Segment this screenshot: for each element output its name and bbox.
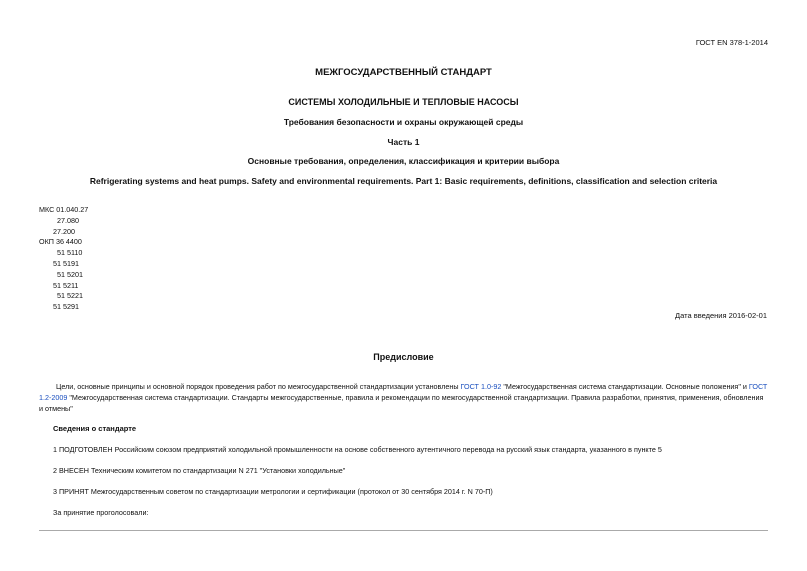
document-code: ГОСТ EN 378-1-2014: [695, 38, 768, 47]
code-line: 27.200: [39, 226, 75, 236]
part-title: Основные требования, определения, классификация и критерии выбора: [247, 156, 560, 166]
gost-1-0-92-link[interactable]: ГОСТ 1.0-92: [460, 382, 502, 391]
preface-paragraph: [39, 381, 769, 414]
code-line: 51 5201: [39, 269, 83, 279]
code-line: 51 5291: [39, 302, 79, 312]
gost-1-2-2009-link[interactable]: ГОСТ 1.2-2009: [39, 382, 768, 402]
code-line: 51 5221: [39, 291, 83, 301]
standard-info-heading: Сведения о стандарте: [53, 424, 137, 433]
introduction-date: Дата введения 2016-02-01: [675, 311, 767, 320]
code-line: ОКП 36 4400: [39, 237, 82, 247]
info-item-voted: За принятие проголосовали:: [53, 508, 149, 517]
preface-text: "Межгосударственная система стандартизации. Стандарты межгосударственные, правила и рекомендации по межгосударственной стандартизации. Правила разработки, принятия, применения, обновления и отмены": [39, 393, 764, 413]
standard-title: СИСТЕМЫ ХОЛОДИЛЬНЫЕ И ТЕПЛОВЫЕ НАСОСЫ: [288, 97, 519, 107]
preface-heading: Предисловие: [373, 352, 434, 362]
preface-text: Цели, основные принципы и основной порядок проведения работ по межгосударственной стандартизации установлены: [56, 382, 461, 391]
code-line: 51 5110: [39, 248, 83, 258]
classification-codes: [39, 205, 88, 313]
code-line: 51 5211: [39, 280, 79, 290]
code-line: 51 5191: [39, 258, 79, 268]
code-line: МКС 01.040.27: [39, 205, 89, 214]
code-line: 27.080: [39, 215, 79, 225]
part-number: Часть 1: [387, 137, 420, 147]
english-title: Refrigerating systems and heat pumps. Safety and environmental requirements. Part 1: Basic requirements, definitions, classification and selection criteria: [89, 176, 718, 186]
standard-type-title: МЕЖГОСУДАРСТВЕННЫЙ СТАНДАРТ: [315, 67, 492, 78]
info-item-submitted: 2 ВНЕСЕН Техническим комитетом по стандартизации N 271 "Установки холодильные": [53, 466, 346, 475]
info-item-adopted: 3 ПРИНЯТ Межгосударственным советом по стандартизации метрологии и сертификации (протокол от 30 сентября 2014 г. N 70-П): [53, 487, 493, 496]
standard-subtitle: Требования безопасности и охраны окружающей среды: [283, 117, 524, 127]
page-divider: [39, 530, 768, 531]
info-item-prepared: 1 ПОДГОТОВЛЕН Российским союзом предприятий холодильной промышленности на основе собственного аутентичного перевода на русский язык стандарта, указанного в пункте 5: [53, 445, 662, 454]
preface-text: "Межгосударственная система стандартизации. Основные положения" и: [501, 382, 749, 391]
